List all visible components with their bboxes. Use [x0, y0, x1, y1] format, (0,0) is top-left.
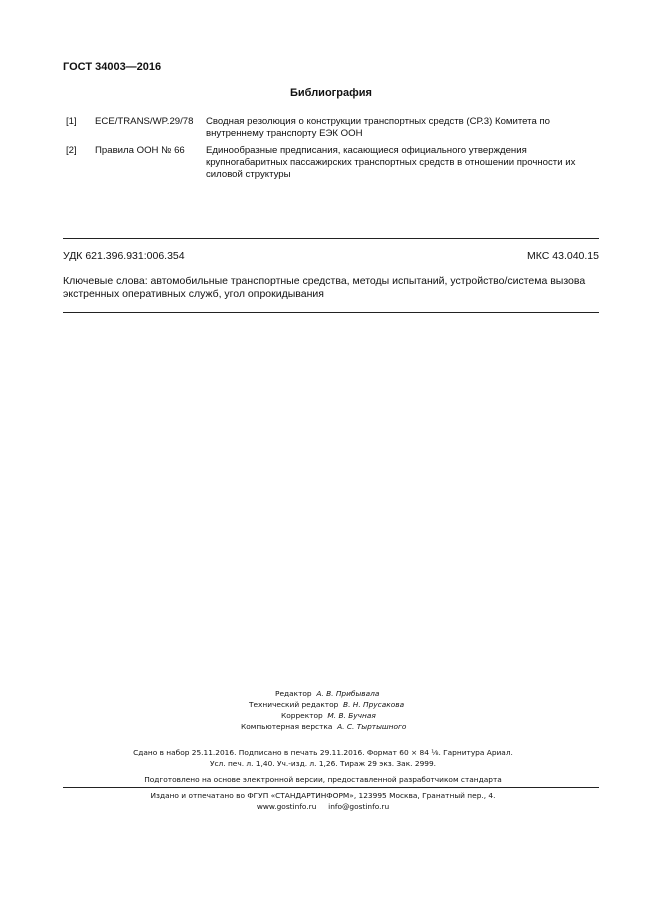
- keywords: Ключевые слова: автомобильные транспортные средства, методы испытаний, устройство/система вызова экстренных оперативных служб, угол опрокидывания: [63, 275, 586, 300]
- editor-line: [275, 689, 379, 698]
- email-link[interactable]: info@gostinfo.ru: [328, 802, 390, 811]
- editor-label: Редактор: [275, 689, 312, 698]
- mks-code: МКС 43.040.15: [527, 250, 599, 262]
- print-info-line: Сдано в набор 25.11.2016. Подписано в печать 29.11.2016. Формат 60 × 84 ¹⁄₈. Гарнитура Ариал.: [133, 748, 513, 757]
- tech-editor-label: Технический редактор: [249, 700, 339, 709]
- reference-code: ECE/TRANS/WP.29/78: [95, 116, 194, 127]
- udk-code: УДК 621.396.931:006.354: [63, 250, 185, 262]
- publisher-line: Издано и отпечатано во ФГУП «СТАНДАРТИНФОРМ», 123995 Москва, Гранатный пер., 4.: [150, 791, 496, 800]
- reference-description: Сводная резолюция о конструкции транспортных средств (СР.3) Комитета по внутреннему транспорту ЕЭК ООН: [206, 116, 550, 139]
- proofreader-label: Корректор: [281, 711, 323, 720]
- proofreader-name: М. В. Бучная: [327, 711, 376, 720]
- divider: [63, 238, 599, 239]
- reference-number: [2]: [66, 145, 77, 156]
- tech-editor-name: В. Н. Прусакова: [343, 700, 405, 709]
- reference-description: Единообразные предписания, касающиеся официального утверждения крупногабаритных пассажирских транспортных средств в отношении прочности их силовой структуры: [206, 145, 576, 180]
- contacts-line: [0, 802, 646, 811]
- source-note: Подготовлено на основе электронной версии, предоставленной разработчиком стандарта: [144, 775, 502, 784]
- divider: [63, 787, 599, 788]
- tech-editor-line: [249, 700, 404, 709]
- layout-name: А. С. Тыртышного: [337, 722, 407, 731]
- reference-code: Правила ООН № 66: [95, 145, 185, 156]
- proofreader-line: [281, 711, 376, 720]
- website-link[interactable]: www.gostinfo.ru: [256, 802, 317, 811]
- editor-name: А. В. Прибывала: [316, 689, 380, 698]
- divider: [63, 312, 599, 313]
- standard-number: ГОСТ 34003—2016: [63, 61, 162, 73]
- print-info-line: Усл. печ. л. 1,40. Уч.-изд. л. 1,26. Тираж 29 экз. Зак. 2999.: [209, 759, 437, 768]
- layout-label: Компьютерная верстка: [241, 722, 333, 731]
- bibliography-title: Библиография: [290, 87, 372, 99]
- layout-line: [241, 722, 406, 731]
- reference-number: [1]: [66, 116, 77, 127]
